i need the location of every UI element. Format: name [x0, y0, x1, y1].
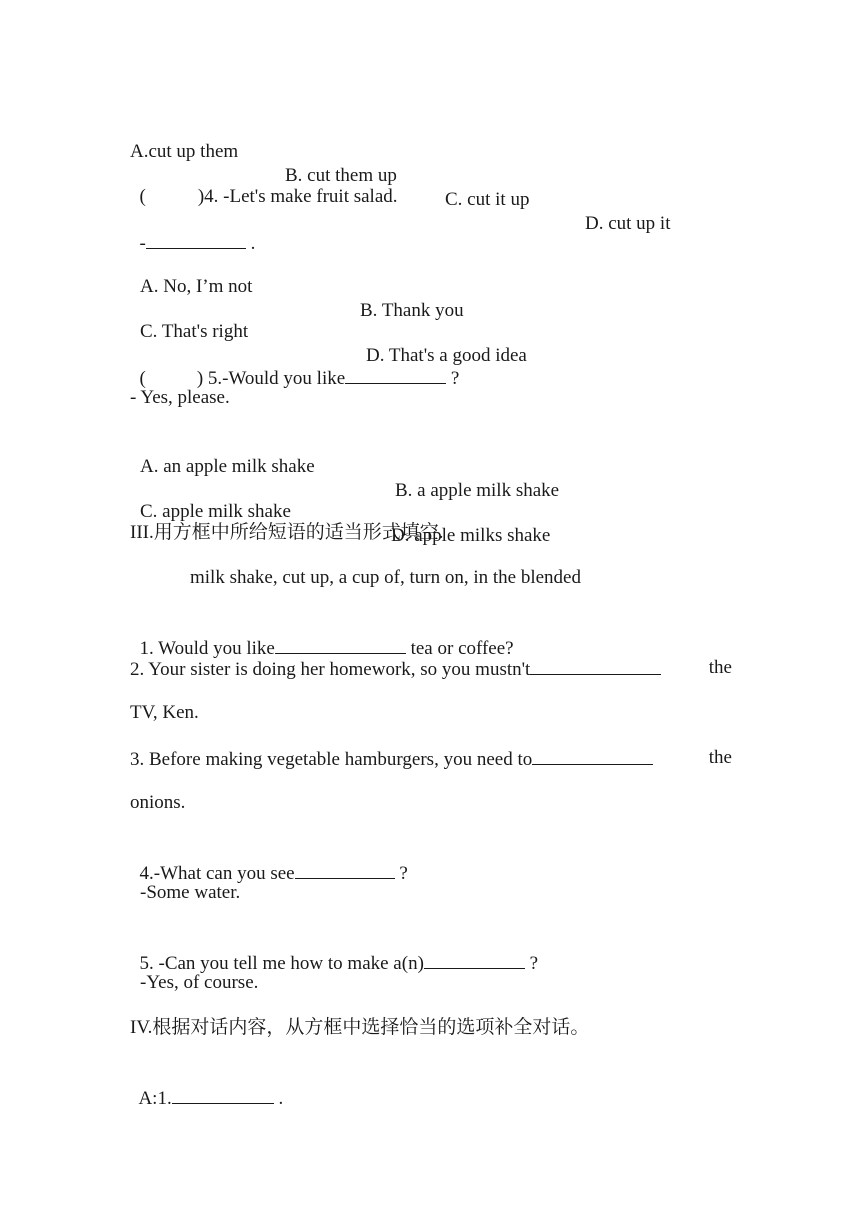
section4-item-1: A:1. . — [130, 1061, 283, 1111]
q5-option-c: C. apple milk shake — [140, 501, 291, 522]
q4-option-d: D. That's a good idea — [366, 345, 527, 366]
item3-blank[interactable] — [532, 746, 653, 765]
section4-blank-1[interactable] — [172, 1085, 274, 1104]
section3-item-4-reply: -Some water. — [140, 882, 241, 903]
q4-answer-blank[interactable] — [146, 230, 246, 249]
q5-stem-text: ) 5.-Would you like — [196, 368, 346, 389]
q5-option-d: D. apple milks shake — [391, 525, 551, 546]
section3-phrase-box: milk shake, cut up, a cup of, turn on, in the blended — [190, 567, 581, 588]
q4-answer-line: - . — [130, 206, 255, 256]
q4-paren: ( — [139, 186, 146, 207]
q4-option-a: A. No, I’m not — [140, 276, 253, 297]
section3-item-3: 3. Before making vegetable hamburgers, you need to the — [130, 747, 732, 770]
q3-option-d: D. cut up it — [585, 213, 671, 234]
q5-stem: ( ) 5.-Would you like ? — [130, 341, 459, 391]
section3-item-2-cont: TV, Ken. — [130, 702, 199, 723]
item1-blank[interactable] — [275, 635, 406, 654]
section4-heading: IV.根据对话内容，从方框中选择恰当的选项补全对话。 — [130, 1017, 590, 1038]
q5-reply: - Yes, please. — [130, 387, 230, 408]
q5-option-a: A. an apple milk shake — [140, 456, 315, 477]
item2-blank[interactable] — [530, 656, 661, 675]
section3-item-5-reply: -Yes, of course. — [140, 972, 259, 993]
section3-item-5: 5. -Can you tell me how to make a(n) ? — [130, 926, 538, 976]
section3-item-1: 1. Would you like tea or coffee? — [130, 611, 514, 661]
item4-blank[interactable] — [295, 860, 395, 879]
q3-option-a: A.cut up them — [130, 141, 239, 162]
q5-answer-blank[interactable] — [345, 365, 446, 384]
section3-item-4: 4.-What can you see ? — [130, 836, 408, 886]
q4-option-b: B. Thank you — [360, 300, 464, 321]
item5-blank[interactable] — [424, 950, 525, 969]
section3-item-2: 2. Your sister is doing her homework, so you mustn't the — [130, 657, 732, 680]
section3-item-3-cont: onions. — [130, 792, 186, 813]
q5-paren: ( — [139, 368, 146, 389]
q4-stem — [130, 161, 398, 209]
q3-option-c: C. cut it up — [445, 189, 530, 210]
q3-option-b: B. cut them up — [285, 165, 397, 186]
q4-option-c: C. That's right — [140, 321, 249, 342]
q4-stem-text: )4. -Let's make fruit salad. — [197, 186, 398, 207]
q5-option-b: B. a apple milk shake — [395, 480, 560, 501]
section3-heading: III.用方框中所给短语的适当形式填空. — [130, 522, 444, 543]
